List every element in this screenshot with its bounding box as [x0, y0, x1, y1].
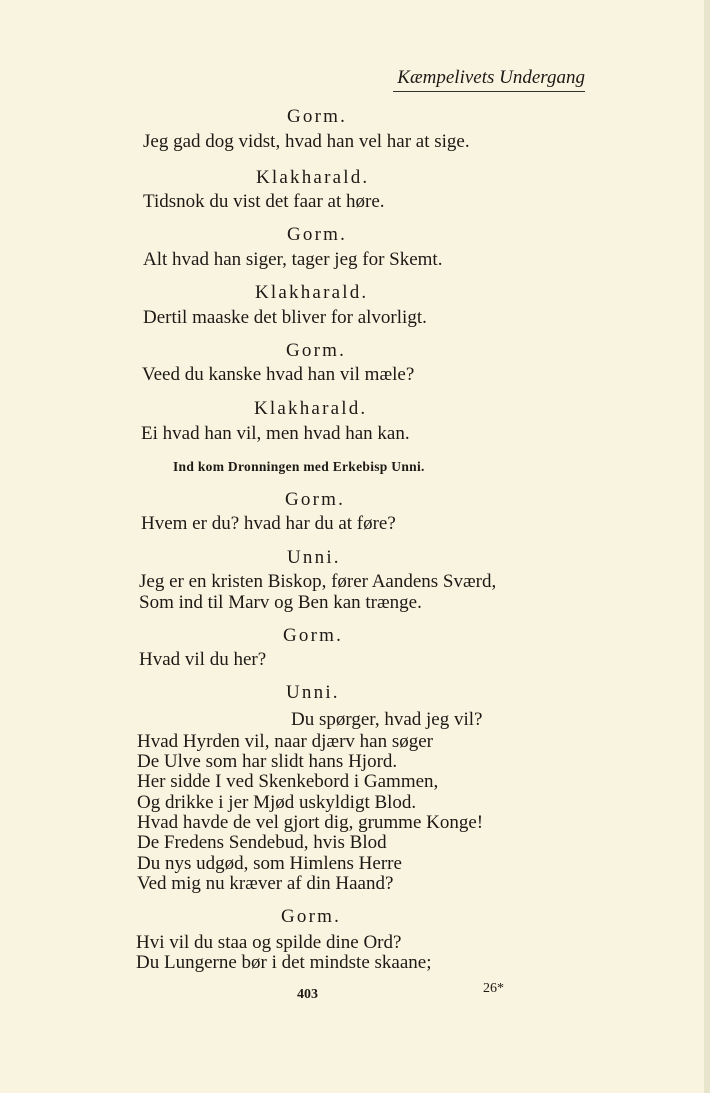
verse-line: Veed du kanske hvad han vil mæle?	[142, 364, 415, 385]
verse-line: Du Lungerne bør i det mindste skaane;	[136, 952, 432, 973]
verse-line: Alt hvad han siger, tager jeg for Skemt.	[143, 249, 443, 270]
verse-line: Du nys udgød, som Himlens Herre	[137, 853, 402, 874]
verse-line: Tidsnok du vist det faar at høre.	[143, 191, 385, 212]
verse-line: Du spørger, hvad jeg vil?	[291, 709, 483, 730]
stage-direction: Ind kom Dronningen med Erkebisp Unni.	[173, 459, 425, 474]
speaker-name: Gorm.	[287, 224, 348, 245]
speaker-name: Gorm.	[281, 906, 342, 927]
verse-line: Her sidde I ved Skenkebord i Gammen,	[137, 771, 439, 792]
speaker-name: Klakharald.	[255, 282, 369, 303]
verse-line: De Fredens Sendebud, hvis Blod	[137, 832, 387, 853]
speaker-name: Unni.	[286, 682, 340, 703]
speaker-name: Gorm.	[286, 340, 347, 361]
verse-line: Hvad Hyrden vil, naar djærv han søger	[137, 731, 434, 752]
page-edge	[704, 0, 710, 1093]
verse-line: Som ind til Marv og Ben kan trænge.	[139, 592, 422, 613]
verse-line: Hvem er du? hvad har du at føre?	[141, 513, 396, 534]
verse-line: Jeg gad dog vidst, hvad han vel har at sige.	[143, 131, 470, 152]
speaker-name: Unni.	[287, 547, 341, 568]
verse-line: De Ulve som har slidt hans Hjord.	[137, 751, 398, 772]
speaker-name: Gorm.	[283, 625, 344, 646]
verse-line: Jeg er en kristen Biskop, fører Aandens Sværd,	[139, 571, 497, 592]
verse-line: Ei hvad han vil, men hvad han kan.	[141, 423, 410, 444]
verse-line: Hvi vil du staa og spilde dine Ord?	[136, 932, 402, 953]
speaker-name: Klakharald.	[256, 167, 370, 188]
verse-line: Dertil maaske det bliver for alvorligt.	[143, 307, 427, 328]
verse-line: Hvad vil du her?	[139, 649, 267, 670]
page-number: 403	[297, 987, 318, 1002]
speaker-name: Gorm.	[287, 106, 348, 127]
speaker-name: Klakharald.	[254, 398, 368, 419]
verse-line: Og drikke i jer Mjød uskyldigt Blod.	[137, 792, 417, 813]
verse-line: Ved mig nu kræver af din Haand?	[137, 873, 394, 894]
running-title: Kæmpelivets Undergang	[393, 66, 585, 92]
verse-line: Hvad havde de vel gjort dig, grumme Konge!	[137, 812, 484, 833]
signature-mark: 26*	[483, 981, 504, 996]
speaker-name: Gorm.	[285, 489, 346, 510]
